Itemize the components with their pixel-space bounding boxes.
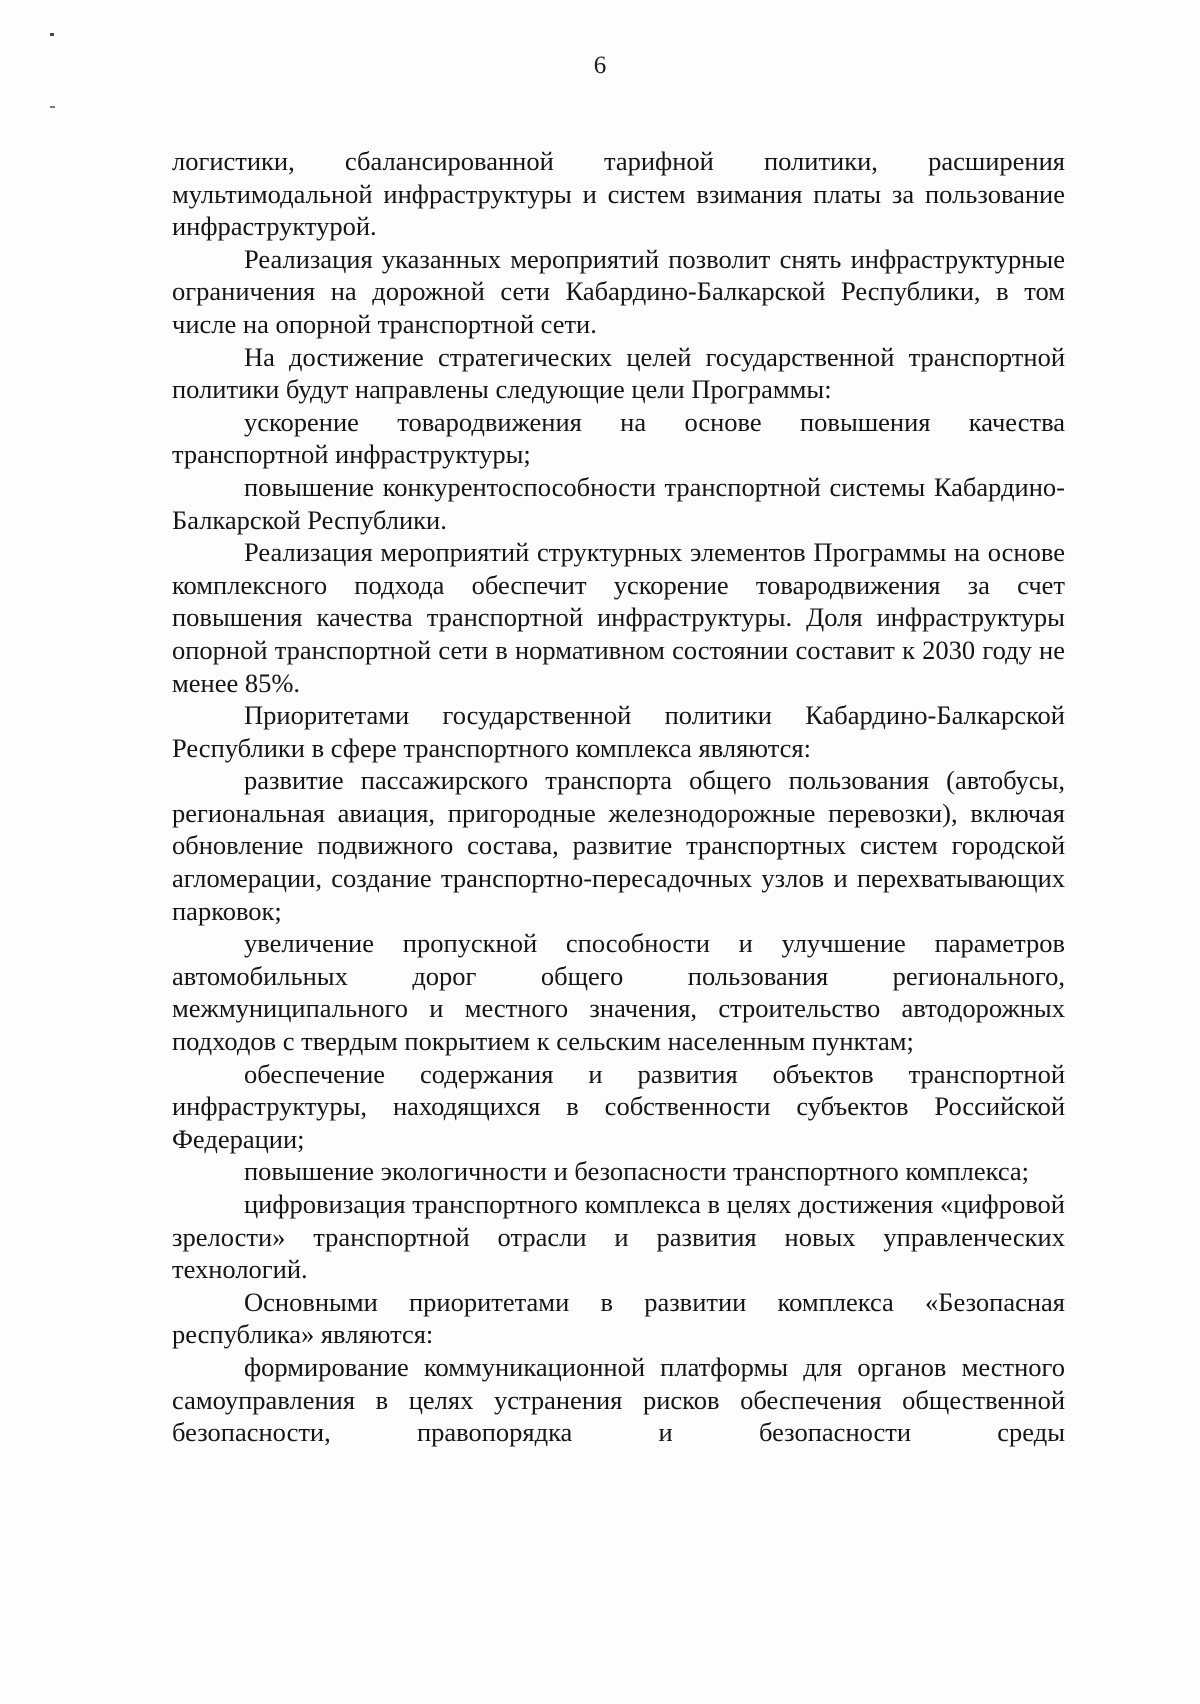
paragraph: формирование коммуникационной платформы для органов местного самоуправления в целях устранения рисков обеспечения общественной безопасности, правопорядка и безопасности среды [172,1351,1065,1448]
paragraph: цифровизация транспортного комплекса в целях достижения «цифровой зрелости» транспортной отрасли и развития новых управленческих технологий. [172,1189,1065,1285]
paragraph: логистики, сбалансированной тарифной политики, расширения мультимодальной инфраструктуры и систем взимания платы за пользование инфраструктурой. [172,146,1065,242]
paragraph: повышение конкурентоспособности транспортной системы Кабардино-Балкарской Республики. [172,471,1065,535]
scan-artifact [50,33,54,36]
scan-artifact [50,106,55,108]
paragraph: Основными приоритетами в развитии комплекса «Безопасная республика» являются: [172,1286,1065,1350]
page-number: 6 [593,52,607,79]
document-body [172,145,1065,1449]
paragraph: обеспечение содержания и развития объектов транспортной инфраструктуры, находящихся в собственности субъектов Российской Федерации; [172,1058,1065,1154]
paragraph: развитие пассажирского транспорта общего пользования (автобусы, региональная авиация, пригородные железнодорожные перевозки), включая обновление подвижного состава, развитие транспортных систем городской агломерации, создание транспортно-пересадочных узлов и перехватывающих парковок; [172,765,1065,926]
paragraph: Приоритетами государственной политики Кабардино-Балкарской Республики в сфере транспортного комплекса являются: [172,700,1065,763]
paragraph: повышение экологичности и безопасности транспортного комплекса; [244,1156,1030,1187]
paragraph: Реализация мероприятий структурных элементов Программы на основе комплексного подхода обеспечит ускорение товародвижения за счет повышения качества транспортной инфраструктуры. Доля инфраструктуры опорной транспортной сети в нормативном состоянии составит к 2030 году не менее 85%. [172,537,1065,698]
paragraph: Реализация указанных мероприятий позволит снять инфраструктурные ограничения на дорожной сети Кабардино-Балкарской Республики, в том числе на опорной транспортной сети. [172,243,1065,339]
paragraph: увеличение пропускной способности и улучшение параметров автомобильных дорог общего пользования регионального, межмуниципального и местного значения, строительство автодорожных подходов с твердым покрытием к сельским населенным пунктам; [172,928,1065,1057]
paragraph: ускорение товародвижения на основе повышения качества транспортной инфраструктуры; [172,406,1065,470]
paragraph: На достижение стратегических целей государственной транспортной политики будут направлены следующие цели Программы: [172,341,1065,405]
